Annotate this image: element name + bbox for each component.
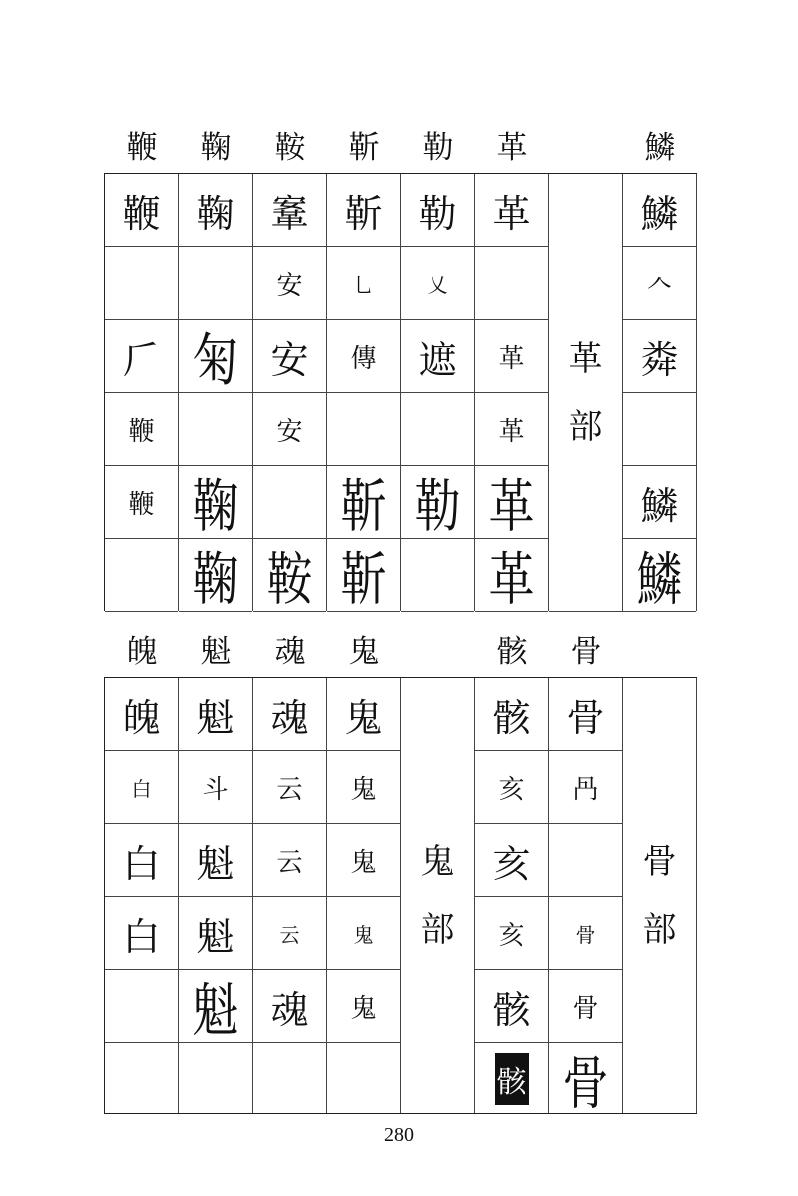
radical-char: 部 [642,910,677,950]
glyph-cell [253,320,326,393]
glyph: 革 [488,545,535,613]
glyph-cell [253,751,326,824]
glyph-cell [327,824,400,897]
glyph: 鞍 [266,545,313,613]
glyph: 遮 [418,337,457,382]
header-char: 魁 [200,634,232,670]
glyph: 骨 [572,993,599,1024]
glyph-cell [475,466,548,539]
glyph-cell [327,678,400,751]
glyph: 𠂆 [122,337,161,382]
column-jin [327,174,401,611]
glyph-cell [179,174,252,247]
glyph-cell [253,247,326,320]
glyph: 鞠 [196,191,235,236]
glyph: 白 [122,914,161,959]
glyph: 鞭 [122,191,161,236]
glyph-cell [623,247,696,320]
header-char: 魂 [274,634,306,670]
glyph: 鱗 [640,191,679,236]
glyph-cell [253,897,326,970]
glyph-cell [401,393,474,466]
glyph-cell [179,678,252,751]
glyph-cell [623,320,696,393]
glyph-cell [105,897,178,970]
glyph: 亥 [498,920,525,951]
glyph: 魄 [122,695,161,740]
glyph: 革 [492,191,531,236]
glyph: 鱗 [636,545,683,613]
glyph: 安 [270,337,309,382]
glyph: 白 [131,776,152,801]
glyph-cell [327,393,400,466]
glyph: 鞭 [128,416,155,447]
glyph: 靳 [340,545,387,613]
radical-label [549,174,622,611]
section2-table [104,677,697,1114]
glyph-cell [475,539,548,612]
glyph: 斗 [202,774,229,805]
glyph: 鞠 [192,472,239,540]
glyph-cell [253,174,326,247]
glyph: 安 [276,270,303,301]
glyph-cell [105,466,178,539]
column-le [401,174,475,611]
glyph-cell [475,174,548,247]
column-lin [623,174,697,611]
glyph-cell [475,824,548,897]
header-char: 鞠 [200,130,232,166]
glyph: 鞌 [270,191,309,236]
glyph-cell [401,320,474,393]
glyph-cell [253,678,326,751]
glyph-cell [105,320,178,393]
glyph: 冎 [572,774,599,805]
header-char: 魄 [126,634,158,670]
glyph-cell [623,539,696,612]
glyph-cell [105,1043,178,1114]
glyph: 云 [276,847,303,878]
glyph-cell [327,466,400,539]
column-radical-gu [623,678,697,1114]
glyph: 骸 [492,695,531,740]
glyph: 匊 [192,326,239,394]
radical-char: 骨 [642,842,677,882]
glyph: 鬼 [350,774,377,805]
glyph-cell [401,174,474,247]
column-ju [179,174,253,611]
column-radical-gui [401,678,475,1114]
glyph-cell [401,539,474,612]
page-number: 280 [384,1124,414,1146]
glyph-cell [475,320,548,393]
glyph: 魂 [270,695,309,740]
glyph: 鬼 [350,847,377,878]
header-char: 鞭 [126,130,158,166]
glyph: 骨 [562,1048,609,1116]
glyph: 革 [498,416,525,447]
header-char: 革 [496,130,528,166]
glyph-cell [401,247,474,320]
glyph-cell [327,539,400,612]
glyph-cell [475,678,548,751]
glyph: 勒 [418,191,457,236]
header-char: 勒 [422,130,454,166]
column-hai [475,678,549,1114]
glyph: 𠆢 [646,270,673,301]
glyph-cell [253,1043,326,1114]
glyph-cell [179,393,252,466]
glyph-cell [327,970,400,1043]
glyph: 魂 [270,987,309,1032]
glyph: 乂 [427,272,448,297]
glyph-cell [179,897,252,970]
glyph-cell [105,678,178,751]
glyph-cell [327,751,400,824]
glyph-cell [179,751,252,824]
radical-char: 部 [420,910,455,950]
glyph: 鱗 [640,483,679,528]
glyph: 鬼 [350,993,377,1024]
glyph: 骨 [575,922,596,947]
glyph-cell [549,897,622,970]
header-char: 骸 [496,634,528,670]
glyph-cell [549,678,622,751]
glyph-cell [327,320,400,393]
radical-char: 部 [568,406,603,447]
glyph-cell [105,539,178,612]
glyph-cell [327,247,400,320]
glyph-cell [105,174,178,247]
glyph-cell [549,824,622,897]
glyph: 勒 [414,472,461,540]
column-po [105,678,179,1114]
glyph-cell [475,393,548,466]
glyph: 骸 [492,987,531,1032]
column-hun [253,678,327,1114]
glyph: 云 [276,774,303,805]
header-char: 骨 [570,634,602,670]
glyph-cell [475,247,548,320]
header-char: 鱗 [644,130,676,166]
glyph: 靳 [344,191,383,236]
glyph-cell [105,247,178,320]
glyph: 鬼 [353,922,374,947]
column-bian [105,174,179,611]
glyph-cell [253,824,326,897]
section1-table [104,173,697,611]
glyph-cell [253,466,326,539]
glyph: 骨 [566,695,605,740]
glyph-cell [327,1043,400,1114]
glyph: 魁 [196,914,235,959]
glyph: 鞭 [128,489,155,520]
glyph-cell [179,824,252,897]
glyph-cell [623,393,696,466]
glyph-cell [327,174,400,247]
glyph-cell [623,466,696,539]
glyph: 鬼 [344,695,383,740]
column-an [253,174,327,611]
glyph-cell [327,897,400,970]
glyph: 白 [122,841,161,886]
glyph: 靳 [340,472,387,540]
glyph-cell [179,247,252,320]
column-radical-ge [549,174,623,612]
table-bottom-border [105,1113,697,1114]
glyph: 乚 [353,272,374,297]
glyph-cell [549,1043,622,1114]
column-gui [327,678,401,1114]
glyph: 傳 [350,343,377,374]
glyph: 革 [488,472,535,540]
glyph: 安 [276,416,303,447]
glyph-cell [179,539,252,612]
glyph-cell [475,897,548,970]
glyph-cell [623,174,696,247]
glyph-cell [549,970,622,1043]
glyph: 亥 [492,841,531,886]
glyph: 粦 [640,337,679,382]
glyph: 魁 [196,841,235,886]
glyph-cell [179,320,252,393]
glyph-cell [105,393,178,466]
glyph: 云 [279,922,300,947]
glyph-cell [253,393,326,466]
glyph-cell [179,1043,252,1114]
glyph: 魁 [196,695,235,740]
glyph-cell [179,970,252,1043]
glyph: 骸 [495,1053,529,1105]
column-ge [475,174,549,611]
radical-char: 革 [568,338,603,379]
glyph-cell [401,466,474,539]
glyph-cell [179,466,252,539]
glyph: 鞠 [192,545,239,613]
glyph-cell [549,751,622,824]
glyph-cell [105,824,178,897]
glyph: 革 [498,343,525,374]
radical-char: 鬼 [420,842,455,882]
glyph-cell [253,539,326,612]
glyph: 亥 [498,774,525,805]
glyph-cell [475,1043,548,1114]
header-char: 鬼 [348,634,380,670]
header-char: 鞍 [274,130,306,166]
glyph-cell [105,751,178,824]
header-char: 靳 [348,130,380,166]
glyph-cell [475,970,548,1043]
glyph: 魁 [192,976,239,1044]
glyph-cell [475,751,548,824]
column-kui [179,678,253,1114]
column-gu [549,678,623,1114]
glyph-cell [105,970,178,1043]
radical-label [401,678,474,1114]
radical-label [623,678,696,1114]
glyph-cell [253,970,326,1043]
